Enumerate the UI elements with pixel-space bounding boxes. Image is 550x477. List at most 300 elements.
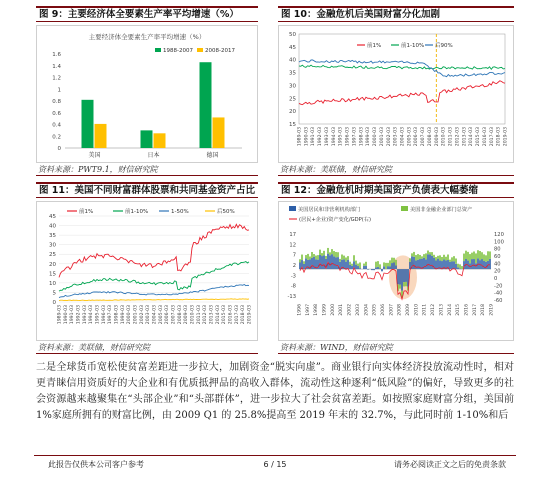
fig12-bar-nonfinancial: [395, 260, 397, 266]
fig12-xtick-label: 2012: [431, 304, 437, 316]
fig12-bar-households: [429, 255, 431, 270]
fig12-bar-nonfinancial: [335, 252, 337, 257]
fig12-bar-nonfinancial: [439, 255, 441, 260]
fig12-xtick-label: 2016: [464, 304, 470, 316]
fig12-xtick-label: 2006: [380, 304, 386, 316]
figure-12-chart: [278, 201, 514, 341]
fig12-bar-households: [321, 256, 323, 269]
fig12-bar-nonfinancial: [461, 266, 463, 269]
fig12-bar-nonfinancial: [315, 256, 317, 260]
fig12-bar-households: [437, 259, 439, 269]
fig12-bar-nonfinancial: [375, 262, 377, 268]
fig12-xtick-label: 2018: [481, 304, 487, 316]
fig12-bar-nonfinancial: [299, 259, 301, 262]
fig12-xtick-label: 1997: [305, 304, 311, 316]
fig12-bar-nonfinancial: [445, 257, 447, 261]
fig12-bar-households: [383, 266, 385, 269]
fig12-xtick-label: 2013: [439, 304, 445, 316]
fig12-bar-nonfinancial: [453, 256, 455, 261]
fig11-ytick-label: 30: [49, 242, 56, 249]
fig11-legend-label: 前1-10%: [125, 209, 149, 215]
fig11-xtick-label: 2016-03: [228, 305, 234, 325]
figure-11-source: 资料来源：美联储，财信研究院: [36, 342, 258, 354]
fig12-bar-nonfinancial: [387, 263, 389, 266]
fig12-bar-nonfinancial: [365, 262, 367, 266]
fig9-chart-title: 主要经济体全要素生产率平均增速（%）: [88, 33, 206, 41]
fig12-bar-nonfinancial: [339, 259, 341, 262]
fig12-bar-households: [483, 261, 485, 269]
fig11-xtick-label: 2004-03: [152, 305, 158, 325]
fig12-bar-households: [391, 263, 393, 269]
fig12-bar-nonfinancial: [311, 252, 313, 258]
fig12-bar-nonfinancial: [443, 255, 445, 260]
fig11-xtick-label: 1997-03: [108, 305, 114, 325]
fig10-ytick-label: 35: [289, 70, 296, 77]
figure-12-panel: [278, 182, 514, 354]
fig11-xtick-label: 2015-03: [222, 305, 228, 325]
fig12-bar-households: [445, 261, 447, 270]
figure-9-title: 图 9：主要经济体全要素生产率平均增速（%）: [36, 6, 258, 22]
fig12-y2tick-label: 40: [494, 261, 501, 268]
fig12-xtick-label: 2010: [414, 304, 420, 316]
fig12-bar-households: [379, 269, 381, 270]
fig10-xtick-label: 1991-03: [311, 127, 317, 147]
fig12-bar-households: [365, 266, 367, 269]
fig12-bar-households: [359, 268, 361, 269]
fig10-xtick-label: 2019-03: [503, 127, 509, 147]
fig12-bar-nonfinancial: [459, 264, 461, 268]
fig10-xtick-label: 1994-03: [331, 127, 337, 147]
fig11-xtick-label: 2012-03: [203, 305, 209, 325]
fig12-bar-nonfinancial: [477, 250, 479, 258]
fig10-xtick-label: 1996-03: [345, 127, 351, 147]
fig10-xtick-label: 2003-03: [393, 127, 399, 147]
fig12-y2tick-label: 20: [494, 268, 501, 275]
fig11-ytick-label: 10: [49, 280, 56, 287]
fig12-bar-households: [417, 260, 419, 269]
fig12-bar-households: [381, 269, 383, 271]
fig11-series-line: [59, 299, 249, 301]
fig9-legend-swatch: [197, 48, 203, 52]
fig12-bar-nonfinancial: [457, 264, 459, 268]
fig12-bar-nonfinancial: [305, 255, 307, 258]
fig10-xtick-label: 1997-03: [352, 127, 358, 147]
fig11-xtick-label: 1999-03: [120, 305, 126, 325]
fig12-bar-households: [375, 268, 377, 270]
fig11-xtick-label: 2010-03: [190, 305, 196, 325]
fig9-ytick-label: 1.4: [52, 63, 61, 70]
fig12-bar-nonfinancial: [479, 251, 481, 260]
fig10-xtick-label: 1993-03: [324, 127, 330, 147]
fig12-bar-nonfinancial: [467, 252, 469, 261]
figure-11-chart: [36, 201, 258, 341]
fig12-bar-nonfinancial: [433, 255, 435, 258]
fig12-bar-nonfinancial: [313, 254, 315, 257]
fig12-bar-households: [441, 261, 443, 269]
fig10-xtick-label: 1998-03: [359, 127, 365, 147]
fig10-ytick-label: 20: [289, 109, 296, 116]
figure-12-title: 图 12：金融危机时期美国资产负债表大幅萎缩: [278, 182, 514, 198]
fig12-xtick-label: 2003: [355, 304, 361, 316]
fig11-xtick-label: 2005-03: [158, 305, 164, 325]
figure-10-title: 图 10：金融危机后美国财富分化加剧: [278, 6, 514, 22]
fig12-xtick-label: 2007: [389, 304, 395, 316]
fig12-bar-households: [323, 255, 325, 269]
fig12-bar-nonfinancial: [485, 255, 487, 262]
fig12-bar-households: [373, 269, 375, 270]
fig9-ytick-label: 1.2: [52, 75, 61, 82]
fig11-xtick-label: 2013-03: [209, 305, 215, 325]
fig12-bar-households: [349, 265, 351, 269]
fig12-bar-nonfinancial: [379, 264, 381, 268]
fig12-bar-nonfinancial: [483, 254, 485, 261]
fig11-xtick-label: 1993-03: [82, 305, 88, 325]
fig12-bar-nonfinancial: [489, 251, 491, 258]
fig12-bar-nonfinancial: [435, 257, 437, 260]
fig12-bar-nonfinancial: [319, 250, 321, 255]
fig10-xtick-label: 1999-03: [366, 127, 372, 147]
figure-9-source: 资料来源：PWT9.1，财信研究院: [36, 164, 258, 176]
fig11-ytick-label: 20: [49, 261, 56, 268]
figure-10-svg: [279, 26, 513, 162]
fig12-bar-households: [355, 265, 357, 269]
fig12-y2tick-label: 60: [494, 254, 501, 260]
fig12-bar-nonfinancial: [429, 252, 431, 254]
fig12-bar-households: [453, 261, 455, 269]
fig12-bar-households: [395, 265, 397, 269]
fig12-bar-households: [421, 259, 423, 269]
fig12-bar-households: [335, 257, 337, 269]
fig9-bar: [213, 117, 225, 148]
fig12-xtick-label: 2019: [489, 304, 495, 316]
fig12-bar-nonfinancial: [321, 253, 323, 256]
fig12-bar-nonfinancial: [425, 253, 427, 259]
fig10-ytick-label: 15: [289, 122, 296, 128]
fig12-bar-households: [425, 259, 427, 269]
fig11-xtick-label: 2003-03: [146, 305, 152, 325]
fig12-xtick-label: 2001: [339, 304, 345, 316]
fig12-bar-households: [397, 269, 399, 284]
fig12-bar-households: [435, 261, 437, 270]
fig12-bar-households: [319, 255, 321, 269]
fig10-xtick-label: 1989-03: [297, 127, 303, 147]
fig12-bar-nonfinancial: [303, 261, 305, 264]
fig10-legend-label: 前1-10%: [401, 43, 425, 49]
fig12-bar-nonfinancial: [351, 264, 353, 266]
fig10-xtick-label: 2000-03: [373, 127, 379, 147]
fig12-bar-nonfinancial: [403, 282, 405, 286]
figure-9-svg: [37, 26, 257, 162]
fig12-xtick-label: 2014: [447, 304, 453, 316]
fig12-bar-households: [403, 269, 405, 282]
fig12-bar-nonfinancial: [391, 258, 393, 263]
fig12-bar-households: [451, 262, 453, 270]
fig12-xtick-label: 2015: [456, 304, 462, 316]
fig11-xtick-label: 2000-03: [127, 305, 133, 325]
fig11-legend-label: 1-50%: [171, 209, 189, 215]
fig12-bar-nonfinancial: [307, 254, 309, 260]
fig12-bar-nonfinancial: [337, 252, 339, 257]
fig11-xtick-label: 1991-03: [70, 305, 76, 325]
fig12-bar-nonfinancial: [413, 252, 415, 257]
fig12-ytick-label: 12: [289, 242, 296, 249]
fig11-xtick-label: 1990-03: [63, 305, 69, 325]
fig12-ytick-label: 7: [292, 252, 296, 259]
fig9-bar: [95, 124, 107, 148]
fig12-bar-nonfinancial: [423, 254, 425, 258]
fig12-ytick-label: -3: [290, 273, 296, 280]
fig12-bar-nonfinancial: [487, 251, 489, 261]
fig12-y2tick-label: -20: [494, 283, 503, 290]
fig12-bar-nonfinancial: [331, 249, 333, 254]
fig11-xtick-label: 2017-03: [234, 305, 240, 325]
fig12-bar-nonfinancial: [409, 258, 411, 262]
fig12-bar-nonfinancial: [427, 251, 429, 255]
body-paragraph: 二是全球货币宽松使贫富差距进一步拉大，加剧资金“脱实向虚”。商业银行向实体经济投放流动性时，相对更青睐信用资质好的大企业和有优质抵押品的高收入群体，流动性这种逐利“低风险”的偏好，导致更多的社会资源越来越聚集在“头部企业”和“头部群体”，进一步拉大了社会贫富差距。如按照家庭财富分组，美国前 1%家庭所拥有的财富比例，由 2009 Q1 的 25.8%提高至 2019 年末的 32.7%，与此同时前 1-10%和后: [36, 362, 514, 421]
fig12-y2tick-label: 120: [494, 232, 504, 238]
fig10-ytick-label: 45: [289, 44, 296, 51]
fig12-bar-nonfinancial: [345, 257, 347, 261]
fig9-bar: [200, 62, 212, 148]
fig12-legend-label: (居民+企业)资产变化/GDP(右): [299, 217, 372, 223]
fig10-xtick-label: 2006-03: [414, 127, 420, 147]
fig11-xtick-label: 1992-03: [76, 305, 82, 325]
fig12-bar-households: [389, 266, 391, 269]
fig11-xtick-label: 2009-03: [184, 305, 190, 325]
fig10-xtick-label: 2004-03: [400, 127, 406, 147]
fig12-xtick-label: 2011: [422, 304, 428, 316]
footer-page-number: 6 / 15: [263, 460, 287, 469]
fig9-ytick-label: 0.2: [52, 134, 61, 141]
fig10-xtick-label: 2012-03: [455, 127, 461, 147]
fig12-bar-households: [409, 262, 411, 269]
fig10-xtick-label: 2005-03: [407, 127, 413, 147]
fig11-ytick-label: 25: [49, 252, 56, 259]
footer-left: 此报告仅供本公司客户参考: [48, 460, 144, 469]
fig9-legend-label: 1988-2007: [163, 48, 193, 54]
page-footer: [34, 455, 516, 473]
fig12-bar-nonfinancial: [325, 256, 327, 259]
fig9-category-label: 德国: [206, 152, 219, 159]
fig12-bar-nonfinancial: [481, 252, 483, 259]
fig12-bar-nonfinancial: [383, 262, 385, 266]
fig12-bar-nonfinancial: [447, 255, 449, 261]
figure-9-panel: [36, 6, 258, 176]
fig12-y2tick-label: -60: [494, 298, 503, 304]
fig11-xtick-label: 1989-03: [57, 305, 63, 325]
fig11-xtick-label: 1994-03: [89, 305, 95, 325]
fig10-xtick-label: 1995-03: [338, 127, 344, 147]
fig10-xtick-label: 2018-03: [496, 127, 502, 147]
fig12-bar-households: [401, 269, 403, 291]
fig10-ytick-label: 30: [289, 83, 296, 90]
fig12-y2tick-label: 100: [494, 239, 504, 246]
fig9-legend-swatch: [155, 48, 161, 52]
fig11-xtick-label: 2008-03: [177, 305, 183, 325]
fig12-y2tick-label: 80: [494, 246, 501, 253]
fig11-xtick-label: 1996-03: [101, 305, 107, 325]
fig12-bar-nonfinancial: [323, 251, 325, 255]
fig12-bar-households: [457, 267, 459, 269]
fig12-xtick-label: 1998: [314, 304, 320, 316]
fig12-bar-households: [387, 266, 389, 269]
fig9-legend-label: 2008-2017: [205, 48, 235, 54]
fig12-bar-households: [449, 262, 451, 269]
fig11-xtick-label: 2011-03: [196, 305, 202, 325]
fig12-bar-nonfinancial: [469, 254, 471, 263]
fig12-legend-swatch: [401, 206, 408, 211]
fig12-bar-households: [345, 262, 347, 269]
fig12-bar-nonfinancial: [393, 258, 395, 263]
fig12-bar-households: [471, 259, 473, 269]
fig11-ytick-label: 45: [49, 214, 56, 220]
fig12-ytick-label: -13: [287, 293, 296, 300]
fig12-legend-swatch: [289, 206, 296, 211]
fig11-xtick-label: 2002-03: [139, 305, 145, 325]
fig12-bar-nonfinancial: [357, 264, 359, 266]
fig12-ytick-label: -8: [290, 283, 296, 290]
fig12-bar-households: [329, 255, 331, 269]
fig11-xtick-label: 2007-03: [171, 305, 177, 325]
fig12-bar-nonfinancial: [389, 260, 391, 266]
fig9-category-label: 美国: [88, 152, 101, 159]
fig12-bar-nonfinancial: [455, 258, 457, 263]
fig12-bar-nonfinancial: [421, 256, 423, 258]
fig12-legend-label: 美国非金融企业部门总资产: [410, 207, 473, 213]
fig12-bar-households: [331, 254, 333, 269]
fig9-ytick-label: 0.8: [52, 99, 61, 105]
fig12-bar-nonfinancial: [349, 262, 351, 265]
fig12-bar-nonfinancial: [347, 256, 349, 260]
fig12-bar-households: [427, 254, 429, 269]
fig12-bar-households: [371, 269, 373, 270]
fig12-ytick-label: 2: [292, 262, 296, 269]
fig10-series-line: [299, 65, 505, 69]
fig12-bar-households: [303, 264, 305, 269]
fig12-bar-nonfinancial: [355, 261, 357, 265]
fig12-bar-nonfinancial: [417, 254, 419, 260]
fig10-legend-label: 后90%: [435, 43, 453, 49]
fig11-series-line: [59, 285, 249, 298]
fig12-bar-nonfinancial: [419, 255, 421, 259]
fig10-ytick-label: 25: [289, 96, 296, 103]
fig9-ytick-label: 1.6: [52, 52, 61, 58]
fig11-ytick-label: 40: [49, 223, 56, 230]
footer-right: 请务必阅读正文之后的免责条款: [394, 460, 506, 469]
fig12-bar-nonfinancial: [309, 256, 311, 259]
fig12-bar-nonfinancial: [327, 248, 329, 254]
fig12-bar-nonfinancial: [329, 252, 331, 255]
figure-10-chart: [278, 25, 514, 163]
fig12-bar-households: [377, 267, 379, 269]
fig11-xtick-label: 2018-03: [241, 305, 247, 325]
fig12-bar-households: [363, 266, 365, 269]
fig12-bar-nonfinancial: [385, 263, 387, 269]
fig12-bar-nonfinancial: [415, 255, 417, 260]
fig9-ytick-label: 0.4: [52, 122, 61, 129]
figure-10-source: 资料来源：美联储，财信研究院: [278, 164, 514, 176]
fig12-xtick-label: 2002: [347, 304, 353, 316]
fig12-ytick-label: 17: [289, 232, 296, 238]
fig12-bar-nonfinancial: [405, 282, 407, 286]
fig12-bar-nonfinancial: [449, 260, 451, 262]
fig12-bar-nonfinancial: [471, 253, 473, 259]
fig11-ytick-label: 0: [52, 300, 56, 306]
fig9-bar: [82, 100, 94, 148]
fig10-xtick-label: 2015-03: [476, 127, 482, 147]
fig12-bar-nonfinancial: [399, 285, 401, 289]
fig12-bar-households: [357, 266, 359, 269]
fig12-bar-households: [481, 259, 483, 269]
fig11-ytick-label: 5: [52, 290, 56, 297]
fig9-bar: [154, 133, 166, 148]
figure-12-svg: [279, 202, 513, 340]
fig11-xtick-label: 2019-03: [247, 305, 253, 325]
figure-10-panel: [278, 6, 514, 176]
fig10-xtick-label: 2011-03: [448, 127, 454, 147]
fig10-xtick-label: 2010-03: [441, 127, 447, 147]
figure-11-title: 图 11：美国不同财富群体股票和共同基金资产占比: [36, 182, 258, 198]
fig10-xtick-label: 2001-03: [379, 127, 385, 147]
fig12-bar-nonfinancial: [475, 253, 477, 263]
fig9-ytick-label: 1: [57, 87, 61, 94]
fig10-xtick-label: 2016-03: [482, 127, 488, 147]
fig10-xtick-label: 2009-03: [434, 127, 440, 147]
fig11-xtick-label: 1995-03: [95, 305, 101, 325]
fig12-bar-households: [351, 266, 353, 269]
fig12-bar-households: [455, 264, 457, 269]
fig12-bar-nonfinancial: [377, 261, 379, 267]
fig12-bar-households: [413, 257, 415, 269]
fig12-bar-nonfinancial: [431, 252, 433, 256]
fig12-bar-nonfinancial: [343, 256, 345, 260]
figure-11-svg: [37, 202, 257, 340]
fig10-xtick-label: 2017-03: [489, 127, 495, 147]
fig12-y2tick-label: 0: [494, 276, 498, 282]
fig12-xtick-label: 2004: [364, 304, 370, 316]
fig12-bar-households: [311, 258, 313, 269]
fig10-xtick-label: 2013-03: [462, 127, 468, 147]
figure-11-panel: [36, 182, 258, 354]
fig11-xtick-label: 2006-03: [165, 305, 171, 325]
fig12-bar-households: [367, 269, 369, 270]
fig12-bar-nonfinancial: [301, 255, 303, 261]
fig12-bar-nonfinancial: [411, 253, 413, 256]
fig11-legend-label: 后50%: [217, 209, 235, 215]
fig10-legend-label: 前1%: [367, 43, 382, 49]
fig12-bar-nonfinancial: [359, 262, 361, 268]
fig12-xtick-label: 1999: [322, 304, 328, 316]
fig9-ytick-label: 0: [57, 146, 61, 152]
fig12-bar-households: [489, 259, 491, 269]
fig12-bar-households: [431, 256, 433, 269]
fig12-bar-nonfinancial: [437, 256, 439, 259]
fig12-bar-households: [327, 254, 329, 269]
fig12-bar-nonfinancial: [363, 264, 365, 266]
fig12-xtick-label: 2009: [406, 304, 412, 316]
fig10-ytick-label: 50: [289, 32, 296, 38]
fig12-bar-nonfinancial: [465, 251, 467, 259]
fig11-ytick-label: 35: [49, 233, 56, 240]
fig12-bar-households: [347, 260, 349, 269]
fig10-series-line: [299, 81, 505, 105]
fig12-bar-households: [333, 256, 335, 269]
fig12-xtick-label: 2017: [472, 304, 478, 316]
fig12-xtick-label: 2008: [397, 304, 403, 316]
fig12-bar-households: [393, 263, 395, 270]
fig10-xtick-label: 1992-03: [318, 127, 324, 147]
fig11-xtick-label: 1998-03: [114, 305, 120, 325]
